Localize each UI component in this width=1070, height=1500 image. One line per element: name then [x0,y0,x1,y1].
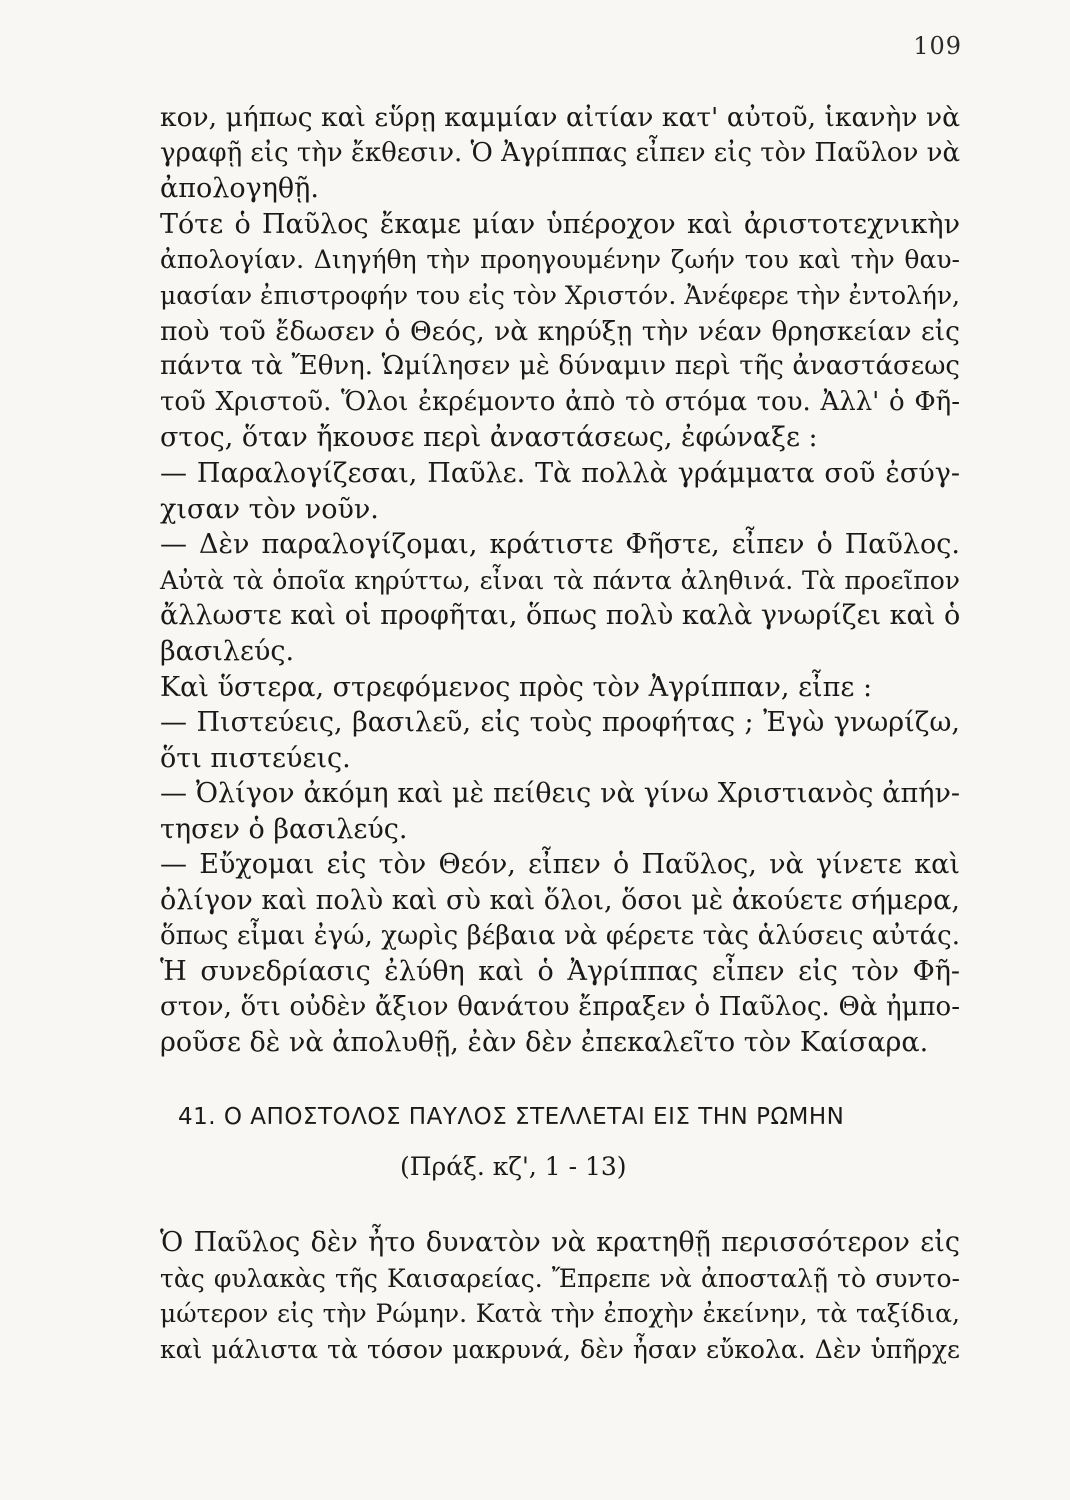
text-line: βασιλεύς. [160,635,295,667]
text-line: τὰς φυλακὰς τῆς Καισαρείας. Ἔπρεπε νὰ ἀποσταλῇ τὸ συντο- [160,1263,960,1293]
text-line: ἄλλωστε καὶ οἱ προφῆται, ὅπως πολὺ καλὰ γνωρίζει καὶ ὁ [160,600,961,632]
text-line: — Παραλογίζεσαι, Παῦλε. Τὰ πολλὰ γράμματα σοῦ ἐσύγ- [160,457,960,489]
text-line: στος, ὅταν ἤκουσε περὶ ἀναστάσεως, ἐφώναξε : [160,422,818,454]
text-line: ἀπολογηθῇ. [160,173,319,205]
text-line: μώτερον εἰς τὴν Ρώμην. Κατὰ τὴν ἐποχὴν ἐκείνην, τὰ ταξίδια, [160,1299,960,1329]
text-line: — Δὲν παραλογίζομαι, κράτιστε Φῆστε, εἶπεν ὁ Παῦλος. [160,529,960,561]
page-number: 109 [913,32,962,60]
text-line: Ἡ συνεδρίασις ἐλύθη καὶ ὁ Ἀγρίππας εἶπεν εἰς τὸν Φῆ- [160,956,960,988]
text-line: ὅπως εἶμαι ἐγώ, χωρὶς βέβαια νὰ φέρετε τὰς ἁλύσεις αὐτάς. [160,920,960,951]
text-line: — Εὔχομαι εἰς τὸν Θεόν, εἶπεν ὁ Παῦλος, νὰ γίνετε καὶ [160,849,960,881]
text-line: — Ὀλίγον ἀκόμη καὶ μὲ πείθεις νὰ γίνω Χριστιανὸς ἀπήν- [160,778,960,810]
text-line: μασίαν ἐπιστροφήν του εἰς τὸν Χριστόν. Ἀνέφερε τὴν ἐντολήν, [160,280,960,310]
text-line: ἀπολογίαν. Διηγήθη τὴν προηγουμένην ζωήν του καὶ τὴν θαυ- [160,245,960,275]
text-line: — Πιστεύεις, βασιλεῦ, εἰς τοὺς προφήτας ; Ἐγὼ γνωρίζω, [160,707,960,739]
body-text-continued [160,1225,960,1367]
text-line: Αὐτὰ τὰ ὁποῖα κηρύττω, εἶναι τὰ πάντα ἀληθινά. Τὰ προεῖπον [160,565,960,595]
text-line: Ὁ Παῦλος δὲν ἦτο δυνατὸν νὰ κρατηθῇ περισσότερον εἰς [160,1227,960,1258]
text-line: ποὺ τοῦ ἔδωσεν ὁ Θεός, νὰ κηρύξῃ τὴν νέαν θρησκείαν εἰς [160,315,960,347]
text-line: χισαν τὸν νοῦν. [160,493,379,525]
chapter-heading: 41. Ο ΑΠΟΣΤΟΛΟΣ ΠΑΥΛΟΣ ΣΤΕΛΛΕΤΑΙ ΕΙΣ ΤΗΝ ΡΩΜΗΝ [178,1104,845,1130]
text-line: πάντα τὰ Ἔθνη. Ὡμίλησεν μὲ δύναμιν περὶ τῆς ἀναστάσεως [160,351,960,382]
text-line: Καὶ ὕστερα, στρεφόμενος πρὸς τὸν Ἀγρίππαν, εἶπε : [160,671,873,703]
text-line: ροῦσε δὲ νὰ ἀπολυθῇ, ἐὰν δὲν ἐπεκαλεῖτο τὸν Καίσαρα. [160,1027,929,1059]
text-line: στον, ὅτι οὐδὲν ἄξιον θανάτου ἔπραξεν ὁ Παῦλος. Θὰ ἠμπο- [160,991,960,1022]
text-line: ὀλίγον καὶ πολὺ καὶ σὺ καὶ ὅλοι, ὅσοι μὲ ἀκούετε σήμερα, [160,885,960,917]
text-line: ὅτι πιστεύεις. [160,742,351,774]
scripture-reference: (Πράξ. κζ', 1 - 13) [400,1152,627,1181]
text-line: τοῦ Χριστοῦ. Ὅλοι ἐκρέμοντο ἀπὸ τὸ στόμα του. Ἀλλ' ὁ Φῆ- [160,386,960,417]
text-line: γραφῇ εἰς τὴν ἔκθεσιν. Ὁ Ἀγρίππας εἶπεν εἰς τὸν Παῦλον νὰ [160,137,961,168]
text-line: Τότε ὁ Παῦλος ἔκαμε μίαν ὑπέροχον καὶ ἀριστοτεχνικὴν [160,208,960,240]
text-line: τησεν ὁ βασιλεύς. [160,813,408,845]
text-line: κον, μήπως καὶ εὕρῃ καμμίαν αἰτίαν κατ' αὐτοῦ, ἱκανὴν νὰ [160,102,960,133]
text-line: καὶ μάλιστα τὰ τόσον μακρυνά, δὲν ἦσαν εὔκολα. Δὲν ὑπῆρχε [160,1334,960,1364]
body-text [160,100,960,1061]
